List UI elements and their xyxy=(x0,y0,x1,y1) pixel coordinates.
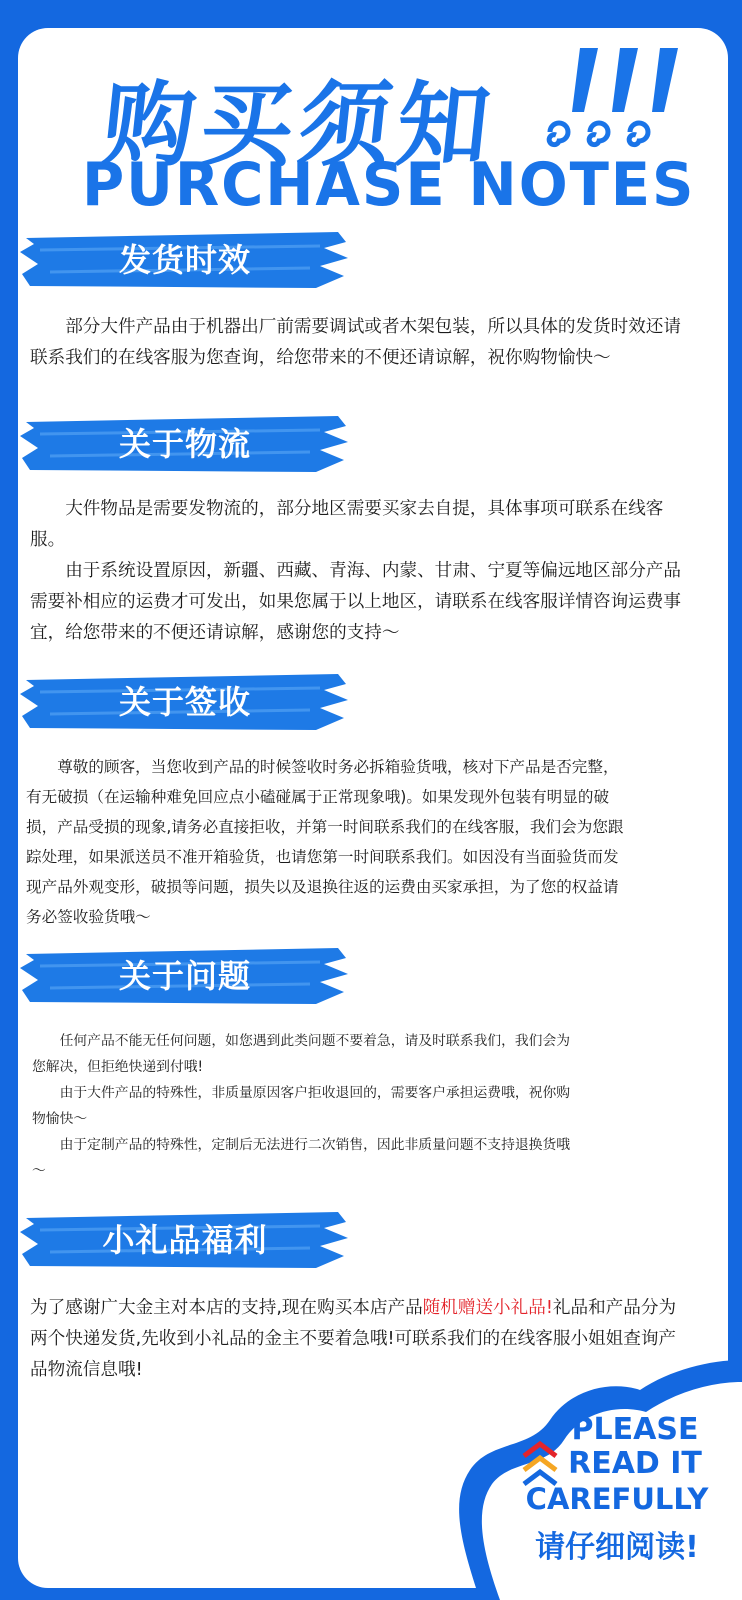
section-paragraph: 任何产品不能无任何问题，如您遇到此类问题不要着急，请及时联系我们，我们会为您解决，但拒绝快递到付哦! xyxy=(32,1033,571,1075)
section-banner-shipping-time xyxy=(20,228,350,292)
section-paragraph: 尊敬的顾客，当您收到产品的时候签收时务必拆箱验货哦，核对下产品是否完整，有无破损（在运输种难免回应点小磕碰属于正常现象哦)。如果发现外包装有明显的破损，产品受损的现象,请务必直接拒收，并第一时间联系我们的在线客服，我们会为您跟踪处理，如果派送员不准开箱验货，也请您第一时间联系我们。如因没有当面验货而发现产品外观变形，破损等问题，损失以及退换往返的运费由买家承担，为了您的权益请务必签收验货哦～ xyxy=(26,758,624,926)
section-banner-receipt xyxy=(20,670,350,734)
page-subtitle: PURCHASE NOTES xyxy=(82,150,696,220)
section-paragraph: 由于大件产品的特殊性，非质量原因客户拒收退回的，需要客户承担运费哦，祝你购物愉快～ xyxy=(32,1085,571,1127)
section-paragraph: 大件物品是需要发物流的，部分地区需要买家去自提，具体事项可联系在线客服。 xyxy=(30,499,664,550)
section-paragraphs xyxy=(32,1028,572,1184)
gift-highlight: 随机赠送小礼品! xyxy=(422,1298,553,1318)
section-banner-issues xyxy=(20,944,350,1008)
section-heading: 小礼品福利 xyxy=(102,1221,268,1259)
section-heading: 关于签收 xyxy=(118,683,251,721)
section-paragraph: 由于定制产品的特殊性，定制后无法进行二次销售，因此非质量问题不支持退换货哦～ xyxy=(32,1137,571,1179)
section-paragraph: 由于系统设置原因，新疆、西藏、青海、内蒙、甘肃、宁夏等偏远地区部分产品需要补相应的运费才可发出，如果您属于以上地区，请联系在线客服详情咨询运费事宜，给您带来的不便还请谅解，感谢您的支持～ xyxy=(30,561,681,643)
footer-line-1: PLEASE xyxy=(571,1412,699,1447)
footer-line-3: CAREFULLY xyxy=(525,1482,709,1516)
gift-text-after: 礼品和产品分为两个快递发货,先收到小礼品的金主不要着急哦!可联系我们的在线客服小姐姐查询产品物流信息哦! xyxy=(30,1298,677,1380)
section-banner-gifts xyxy=(20,1208,350,1272)
section-paragraphs xyxy=(30,494,690,649)
footer-line-2: READ IT xyxy=(568,1446,702,1481)
gift-text-before: 为了感谢广大金主对本店的支持,现在购买本店产品 xyxy=(30,1298,423,1318)
section-heading: 关于物流 xyxy=(118,425,251,463)
section-paragraph: 部分大件产品由于机器出厂前需要调试或者木架包装，所以具体的发货时效还请联系我们的在线客服为您查询，给您带来的不便还请谅解，祝你购物愉快～ xyxy=(30,317,681,368)
section-banner-logistics xyxy=(20,412,350,476)
footer-line-4: 请仔细阅读! xyxy=(535,1530,699,1565)
exclamation-marks-icon xyxy=(540,40,690,150)
section-heading: 关于问题 xyxy=(118,957,251,995)
section-heading: 发货时效 xyxy=(118,241,251,279)
page-title: 购买须知 xyxy=(97,72,501,179)
